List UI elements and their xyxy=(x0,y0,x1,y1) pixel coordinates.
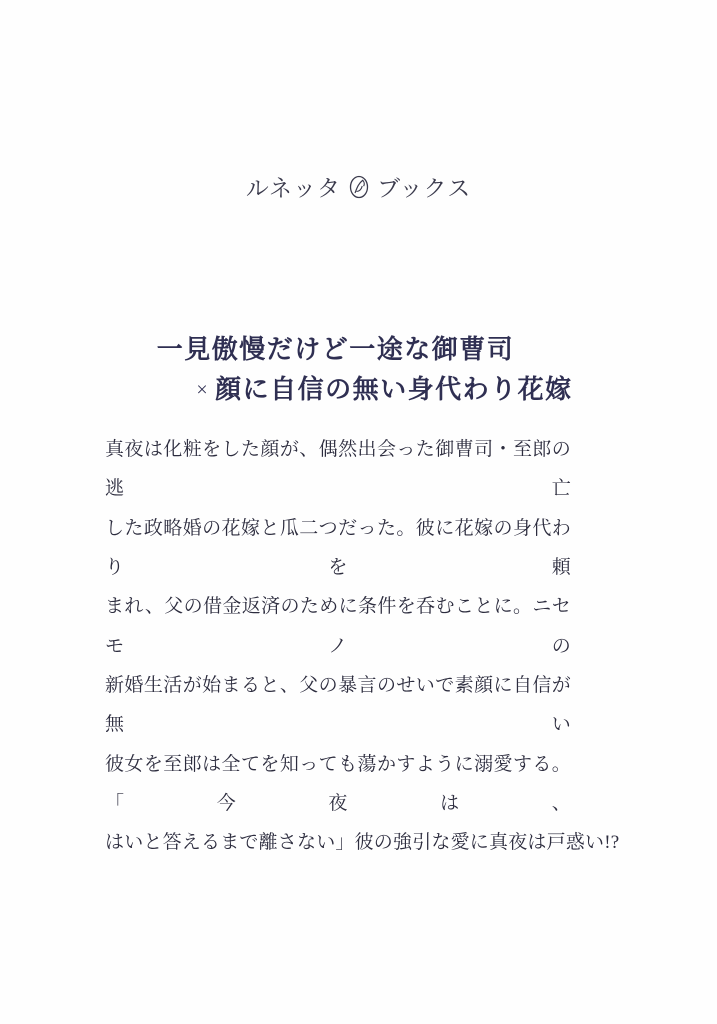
headline-cross-symbol: × xyxy=(196,379,210,402)
blurb-line: 新婚生活が始まると、父の暴言のせいで素顔に自信が無い xyxy=(105,674,571,736)
blurb-paragraph xyxy=(105,430,620,863)
headline-line-1: 一見傲慢だけど一途な御曹司 xyxy=(156,335,515,364)
headline xyxy=(0,330,717,411)
blurb-line: 真夜は化粧をした顔が、偶然出会った御曹司・至郎の逃亡 xyxy=(105,439,571,500)
blurb-line: はいと答えるまで離さない」彼の強引な愛に真夜は戸惑い!? xyxy=(105,832,620,854)
blurb-line: まれ、父の借金返済のために条件を呑むことに。ニセモノの xyxy=(105,596,571,657)
imprint-name-left: ルネッタ xyxy=(245,176,342,201)
imprint-name-right: ブックス xyxy=(377,176,472,201)
imprint-logo xyxy=(0,170,717,203)
blurb-line: した政略婚の花嫁と瓜二つだった。彼に花嫁の身代わりを頼 xyxy=(105,517,571,578)
headline-line-2: 顔に自信の無い身代わり花嫁 xyxy=(215,375,573,405)
leaf-monogram-icon xyxy=(344,172,374,202)
blurb-line: 彼女を至郎は全てを知っても蕩かすように溺愛する。「今夜は、 xyxy=(105,753,571,814)
blurb-text xyxy=(105,430,620,863)
headline-line-2-wrapper xyxy=(0,370,717,410)
